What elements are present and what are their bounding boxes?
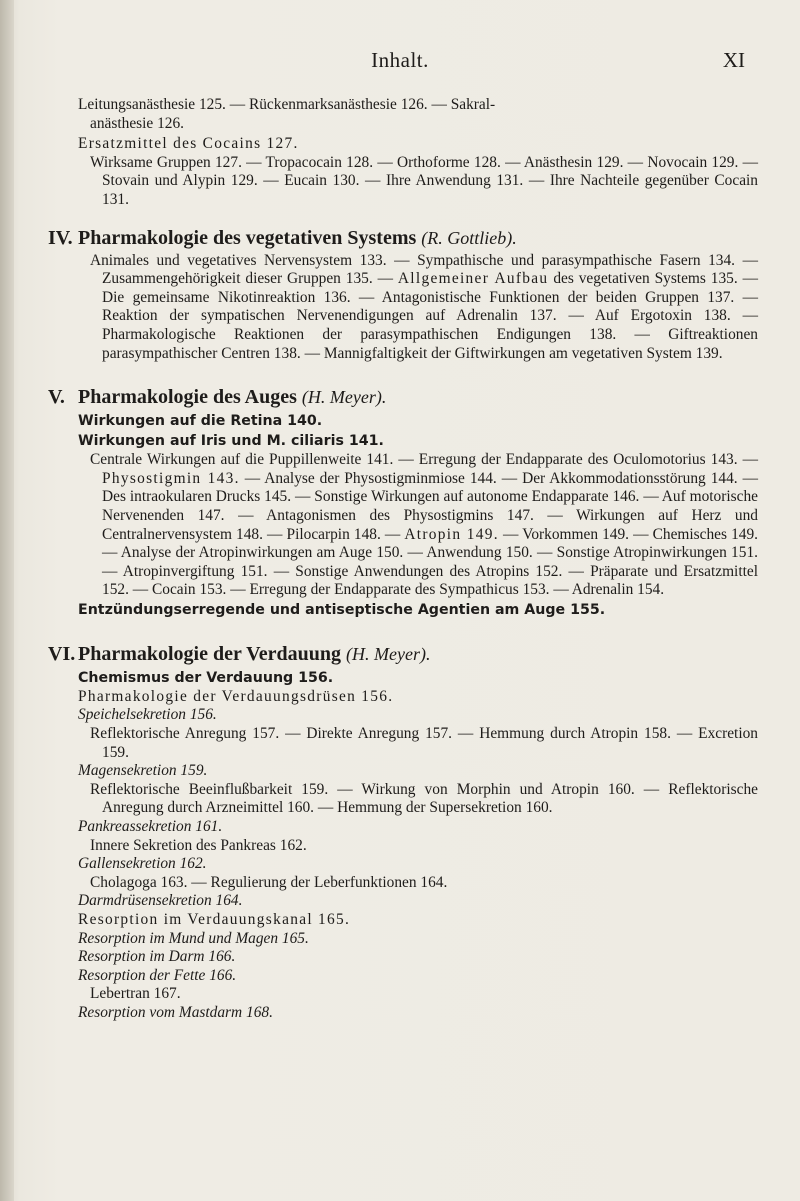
section-title: Pharmakologie des Auges (H. Meyer). [78,386,387,409]
section-continuation [48,96,758,210]
toc-entry: Lebertran 167. [90,985,181,1003]
section-vi [48,640,758,1023]
page-header-title: Inhalt. [371,48,429,72]
page-number: XI [722,48,745,72]
table-of-contents [48,96,758,1023]
toc-subheading: Resorption der Fette 166. [78,966,237,984]
section-numeral: V. [48,386,65,409]
toc-entry: Reflektorische Anregung 157. — Direkte Anregung 157. — Hemmung durch Atropin 158. — Excretion 159. [90,725,758,761]
section-v [48,383,758,620]
toc-subheading: Speichelsekretion 156. [78,706,217,724]
toc-subheading: Pankreassekretion 161. [78,818,223,836]
toc-subheading: Resorption im Darm 166. [78,948,236,966]
toc-subheading: Chemismus der Verdauung 156. [78,669,334,686]
toc-subheading: Ersatzmittel des Cocains 127. [78,135,299,153]
section-title: Pharmakologie des vegetativen Systems (R. Gottlieb). [78,226,517,249]
section-author: (H. Meyer). [301,387,387,408]
toc-subheading: Darmdrüsensekretion 164. [78,892,243,910]
toc-subheading: Wirkungen auf die Retina 140. [78,413,323,430]
section-author: (R. Gottlieb). [421,227,517,248]
toc-subheading: Wirkungen auf Iris und M. ciliaris 141. [78,433,384,450]
toc-subheading: Gallensekretion 162. [78,855,207,873]
toc-entry: Animales und vegetatives Nervensystem 133. — Sympathische und parasympathische Fasern 134. — Zusammengehörigkeit dieser Gruppen 135. — Allgemeiner Aufbau des vegetativen Systems 135. — Die gemeinsame Nikotinreaktion 136. — Antagonistische Funktionen der beiden Gruppen 137. — Reaktion der sympatischen Nervenendigungen auf Adrenalin 137. — Auf Ergotoxin 138. — Pharmakologische Reaktionen der parasympathischen Endigungen 138. — Giftreaktionen parasympathischer Centren 138. — Mannigfaltigkeit der Giftwirkungen am vegetativen System 139. [90,251,758,362]
toc-line: Leitungsanästhesie 125. — Rückenmarksanästhesie 126. — Sakral- [78,96,496,113]
toc-subheading: Resorption im Mund und Magen 165. [78,929,309,947]
toc-entry: Cholagoga 163. — Regulierung der Leberfunktionen 164. [90,873,448,891]
toc-entry: Innere Sekretion des Pankreas 162. [90,836,307,854]
toc-entry: Reflektorische Beeinflußbarkeit 159. — Wirkung von Morphin und Atropin 160. — Reflektorische Anregung durch Arzneimittel 160. — Hemmung der Supersekretion 160. [90,780,758,817]
section-numeral: IV. [48,226,73,249]
page-gutter-shadow [0,0,14,1201]
toc-subheading: Resorption im Verdauungskanal 165. [78,911,351,928]
section-iv [48,224,758,364]
section-numeral: VI. [48,642,76,665]
toc-entry: Wirksame Gruppen 127. — Tropacocain 128. — Orthoforme 128. — Anästhesin 129. — Novocain 129. — Stovain und Alypin 129. — Eucain 130. — Ihre Anwendung 131. — Ihre Nachteile gegenüber Cocain 131. [90,153,758,208]
toc-line: anästhesie 126. [90,114,185,132]
section-author: (H. Meyer). [346,643,431,664]
toc-subheading: Entzündungserregende und antiseptische Agentien am Auge 155. [78,601,606,618]
toc-subheading: Magensekretion 159. [78,762,208,780]
section-title: Pharmakologie der Verdauung (H. Meyer). [78,642,431,665]
toc-entry: Centrale Wirkungen auf die Puppillenweite 141. — Erregung der Endapparate des Oculomotorius 143. — Physostigmin 143. — Analyse der Physostigminmiose 144. — Der Akkommodationsstörung 144. — Des intraokularen Drucks 145. — Sonstige Wirkungen auf autonome Endapparate 146. — Auf motorische Nervenenden 147. — Antagonismen des Physostigmins 147. — Wirkungen auf Herz und Centralnervensystem 148. — Pilocarpin 148. — Atropin 149. — Vorkommen 149. — Chemisches 149. — Analyse der Atropinwirkungen am Auge 150. — Anwendung 150. — Sonstige Atropinwirkungen 151. — Atropinvergiftung 151. — Sonstige Anwendungen des Atropins 152. — Präparate und Ersatzmittel 152. — Cocain 153. — Erregung der Endapparate des Sympathicus 153. — Adrenalin 154. [90,451,759,599]
toc-subheading: Resorption vom Mastdarm 168. [78,1003,273,1021]
toc-subheading: Pharmakologie der Verdauungsdrüsen 156. [78,687,394,705]
